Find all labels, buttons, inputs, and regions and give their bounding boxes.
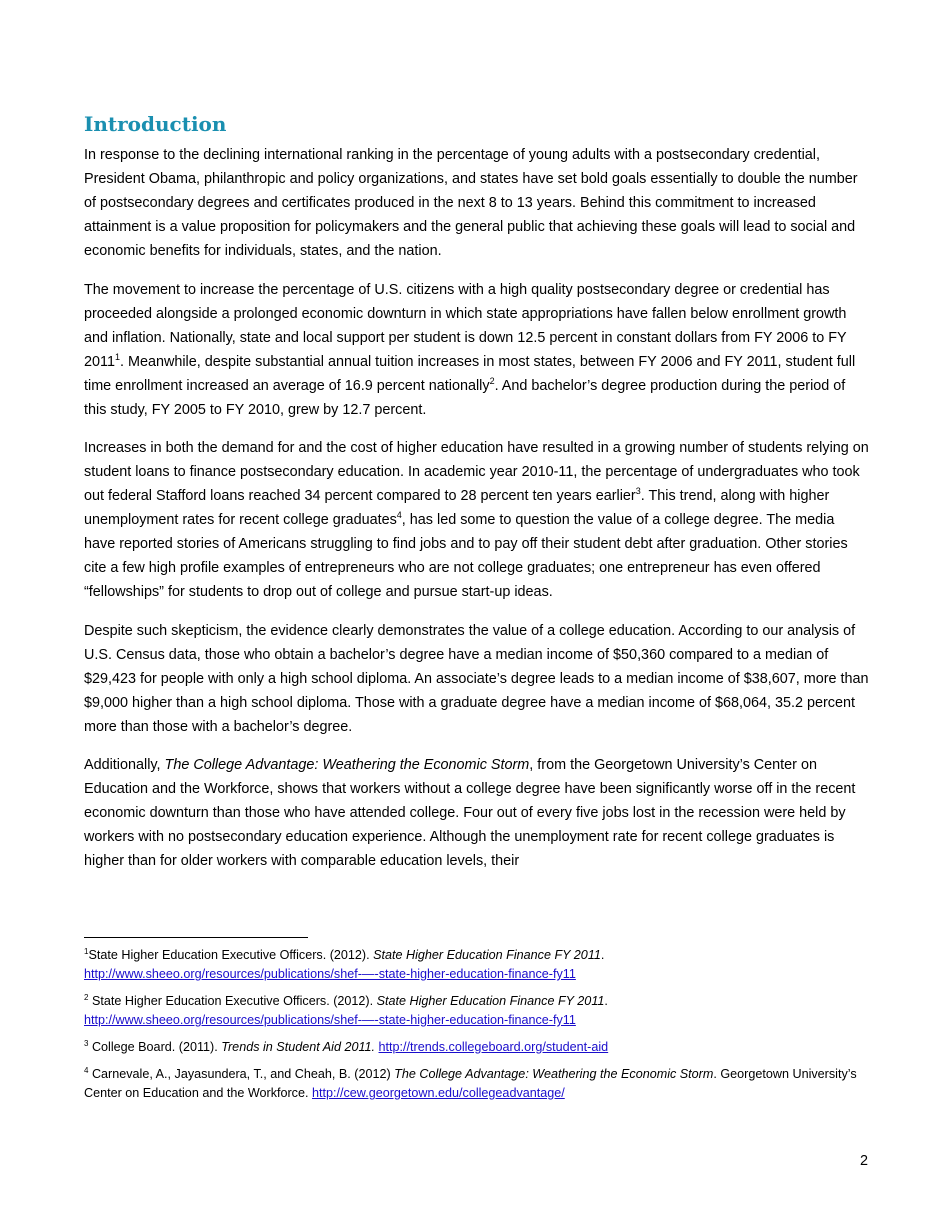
footnote-4-after: . Georgetown University’s Center on Education and the Workforce.: [84, 1067, 857, 1100]
footnote-1-text: State Higher Education Executive Officers. (2012).: [88, 948, 374, 962]
footnote-2: [84, 992, 884, 1030]
paragraph-2: [84, 278, 869, 422]
footnotes-section: [84, 937, 884, 1111]
footnote-ref-1[interactable]: 1: [114, 351, 120, 362]
footnote-2-after: .: [604, 994, 608, 1008]
footnote-3-title: Trends in Student Aid 2011.: [221, 1040, 376, 1054]
footnote-3-text: College Board. (2011).: [88, 1040, 222, 1054]
paragraph-2-text-b: . Meanwhile, despite substantial annual tuition increases in most states, between FY 2006 and FY 2011, student full time enrollment increased an average of 16.9 percent nationally: [84, 353, 856, 394]
paragraph-3-text-a: Increases in both the demand for and the cost of higher education have resulted in a growing number of students relying on student loans to finance postsecondary education. In academic year 2010-11, the percentage of undergraduates who took out federal Stafford loans reached 34 percent compared to 28 percent ten years earlier: [84, 440, 869, 504]
document-body: [84, 110, 869, 888]
paragraph-1-text: In response to the declining international ranking in the percentage of young adults with a postsecondary credential, President Obama, philanthropic and policy organizations, and states have set bold goals essentially to double the number of postsecondary degrees and certificates produced in the next 8 to 13 years. Behind this commitment to increased attainment is a value proposition for policymakers and the general public that achieving these goals will lead to social and economic benefits for individuals, states, and the nation.: [84, 147, 858, 259]
paragraph-3-text-c: , has led some to question the value of a college degree. The media have reported stories of Americans struggling to find jobs and to pay off their student debt after graduation. Other stories cite a few high profile examples of entrepreneurs who are not college graduates; one entrepreneur has even offered “fellowships” for students to drop out of college and pursue start-up ideas.: [84, 512, 848, 600]
footnote-2-text: State Higher Education Executive Officers. (2012).: [88, 994, 377, 1008]
paragraph-5-text-b: , from the Georgetown University’s Center on Education and the Workforce, shows that workers without a college degree have been significantly worse off in the recent economic downturn than those who have attended college. Four out of every five jobs lost in the recession were held by workers with no postsecondary education experience. Although the unemployment rate for recent college graduates is higher than for older workers with comparable education levels, their: [84, 757, 856, 869]
footnote-4-title: The College Advantage: Weathering the Economic Storm: [394, 1067, 714, 1081]
footnote-2-title: State Higher Education Finance FY 2011: [376, 994, 605, 1008]
footnote-4-link[interactable]: http://cew.georgetown.edu/collegeadvantage/: [312, 1086, 565, 1100]
paragraph-2-text-c: . And bachelor’s degree production during the period of this study, FY 2005 to FY 2010, grew by 12.7 percent.: [84, 377, 846, 418]
section-heading: Introduction: [84, 112, 227, 136]
footnote-4: [84, 1065, 884, 1103]
footnote-ref-4[interactable]: 4: [396, 510, 402, 521]
paragraph-2-text-a: The movement to increase the percentage of U.S. citizens with a high quality postsecondary degree or credential has proceeded alongside a prolonged economic downturn in which state appropriations have fallen below enrollment growth and inflation. Nationally, state and local support per student is down 12.5 percent in constant dollars from FY 2006 to FY 2011: [84, 281, 847, 370]
footnote-1-number: 1: [84, 946, 89, 956]
footnote-2-link[interactable]: http://www.sheeo.org/resources/publications/shef-—-state-higher-education-finance-fy11: [84, 1013, 576, 1027]
paragraph-3-text-b: . This trend, along with higher unemployment rates for recent college graduates: [84, 488, 830, 528]
footnote-divider: [84, 937, 308, 938]
footnote-1-link[interactable]: http://www.sheeo.org/resources/publications/shef-—-state-higher-education-finance-fy11: [84, 967, 576, 981]
footnote-1: [84, 946, 884, 984]
footnote-4-text: Carnevale, A., Jayasundera, T., and Cheah, B. (2012): [88, 1067, 395, 1081]
paragraph-5-report-title: The College Advantage: Weathering the Economic Storm: [164, 757, 530, 773]
page-number: 2: [859, 1153, 868, 1169]
paragraph-1: [84, 143, 869, 263]
footnote-2-number: 2: [84, 992, 89, 1002]
paragraph-5: [84, 753, 869, 873]
footnote-ref-3[interactable]: 3: [635, 486, 641, 497]
footnote-3-number: 3: [84, 1038, 89, 1048]
paragraph-3: [84, 436, 869, 604]
footnote-1-title: State Higher Education Finance FY 2011: [373, 948, 601, 962]
paragraph-4-text: Despite such skepticism, the evidence clearly demonstrates the value of a college education. According to our analysis of U.S. Census data, those who obtain a bachelor’s degree have a median income of $50,360 compared to a median of $29,423 for people with only a high school diploma. An associate’s degree leads to a median income of $38,607, more than $9,000 higher than a high school diploma. Those with a graduate degree have a median income of $68,064, 35.2 percent more than those with a bachelor’s degree.: [84, 622, 869, 735]
footnote-3: [84, 1038, 884, 1057]
paragraph-4: [84, 619, 869, 739]
footnote-1-after: .: [600, 948, 605, 962]
paragraph-5-text-a: Additionally,: [84, 757, 165, 773]
footnote-3-link[interactable]: http://trends.collegeboard.org/student-aid: [378, 1040, 609, 1054]
footnote-4-number: 4: [84, 1065, 89, 1075]
footnote-ref-2[interactable]: 2: [489, 375, 495, 386]
